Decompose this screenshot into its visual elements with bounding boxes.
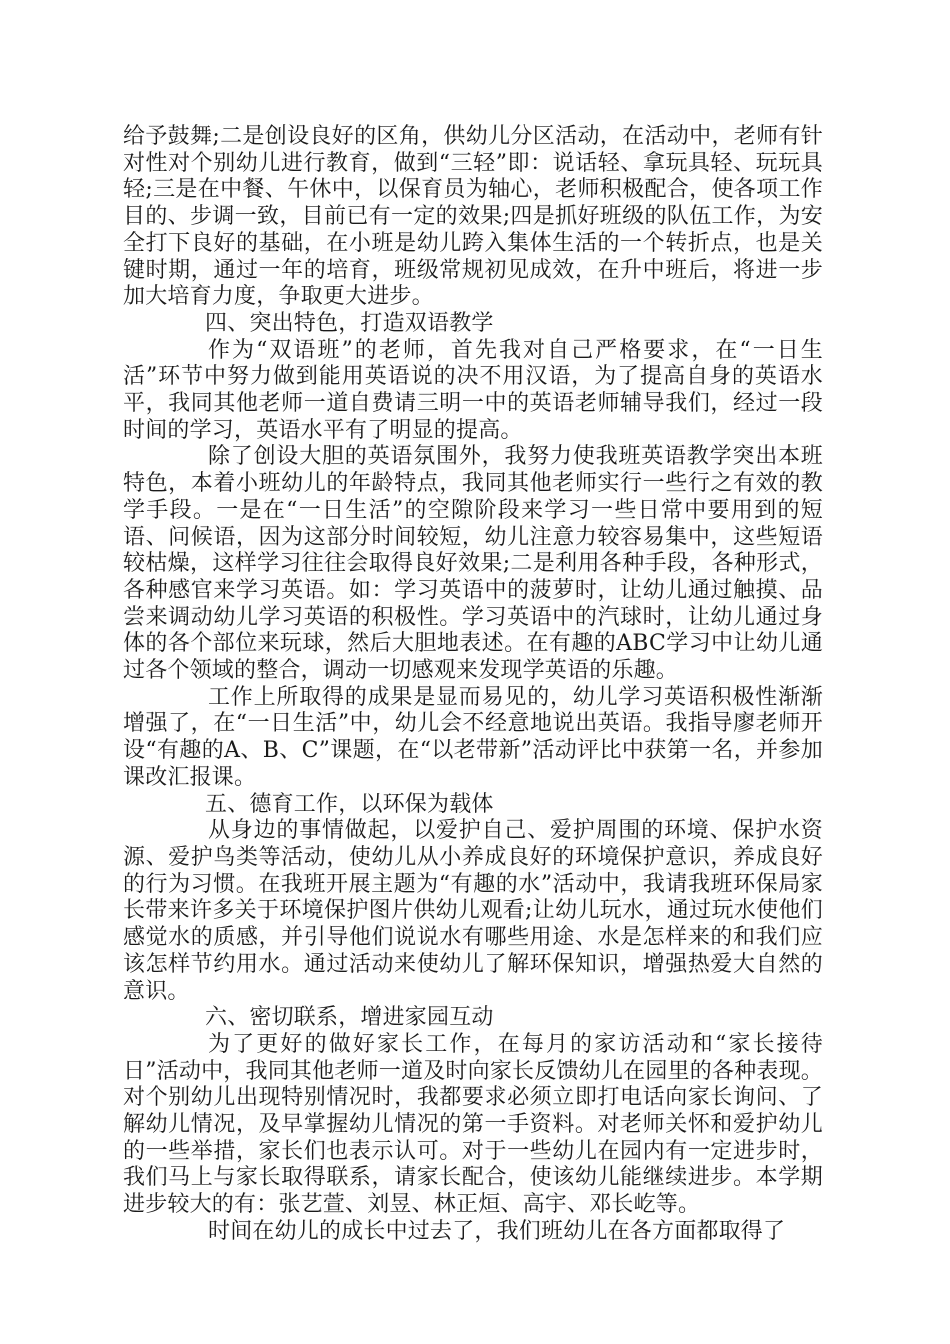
paragraph-environmental-protection: 从身边的事情做起，以爱护自己、爱护周围的环境、保护水资源、爱护鸟类等活动，使幼儿从小养成良好的环境保护意识，养成良好的行为习惯。在我班开展主题为“有趣的水”活动中，我请我班环保局家长带来许多关于环境保护图片供幼儿观看;让幼儿玩水，通过玩水使他们感觉水的质感，并引导他们说说水有哪些用途、水是怎样来的和我们应该怎样节约用水。通过活动来使幼儿了解环保知识，增强热爱大自然的意识。 — [123, 818, 823, 1004]
section-heading-bilingual: 四、突出特色，打造双语教学 — [205, 310, 494, 336]
paragraph-safety-continued: 给予鼓舞;二是创设良好的区角，供幼儿分区活动，在活动中，老师有针对性对个别幼儿进行教育，做到“三轻”即：说话轻、拿玩具轻、玩玩具轻;三是在中餐、午休中，以保育员为轴心，老师积极配合，使各项工作目的、步调一致，目前已有一定的效果;四是抓好班级的队伍工作，为安全打下良好的基础，在小班是幼儿跨入集体生活的一个转折点，也是关键时期，通过一年的培育，班级常规初见成效，在升中班后，将进一步加大培育力度，争取更大进步。 — [123, 124, 823, 310]
paragraph-bilingual-results: 工作上所取得的成果是显而易见的，幼儿学习英语积极性渐渐增强了，在“一日生活”中，幼儿会不经意地说出英语。我指导廖老师开设“有趣的A、B、C”课题，在“以老带新”活动评比中获第一名，并参加课改汇报课。 — [123, 684, 823, 790]
paragraph-bilingual-methods: 除了创设大胆的英语氛围外，我努力使我班英语教学突出本班特色，本着小班幼儿的年龄特点，我同其他老师实行一些行之有效的教学手段。一是在“一日生活”的空隙阶段来学习一些日常中要用到的短语、问候语，因为这部分时间较短，幼儿注意力较容易集中，这些短语较枯燥，这样学习往往会取得良好效果;二是利用各种手段，各种形式，各种感官来学习英语。如：学习英语中的菠萝时，让幼儿通过触摸、品尝来调动幼儿学习英语的积极性。学习英语中的汽球时，让幼儿通过身体的各个部位来玩球，然后大胆地表述。在有趣的ABC学习中让幼儿通过各个领域的整合，调动一切感观来发现学英语的乐趣。 — [123, 444, 823, 684]
paragraph-bilingual-teacher: 作为“双语班”的老师，首先我对自己严格要求，在“一日生活”环节中努力做到能用英语说的决不用汉语，为了提高自身的英语水平，我同其他老师一道自费请三明一中的英语老师辅导我们，经过一段时间的学习，英语水平有了明显的提高。 — [123, 337, 823, 443]
section-heading-family-contact: 六、密切联系，增进家园互动 — [205, 1005, 494, 1031]
paragraph-conclusion-start: 时间在幼儿的成长中过去了，我们班幼儿在各方面都取得了 — [208, 1218, 786, 1244]
document-body — [123, 124, 823, 1246]
paragraph-parent-work: 为了更好的做好家长工作，在每月的家访活动和“家长接待日”活动中，我同其他老师一道及时向家长反馈幼儿在园里的各种表现。对个别幼儿出现特别情况时，我都要求必须立即打电话向家长询问、了解幼儿情况，及早掌握幼儿情况的第一手资料。对老师关怀和爱护幼儿的一些举措，家长们也表示认可。对于一些幼儿在园内有一定进步时，我们马上与家长取得联系，请家长配合，使该幼儿能继续进步。本学期进步较大的有：张艺萱、刘昱、林正烜、高宇、邓长屹等。 — [123, 1031, 823, 1218]
section-heading-moral-education: 五、德育工作，以环保为载体 — [205, 791, 494, 817]
